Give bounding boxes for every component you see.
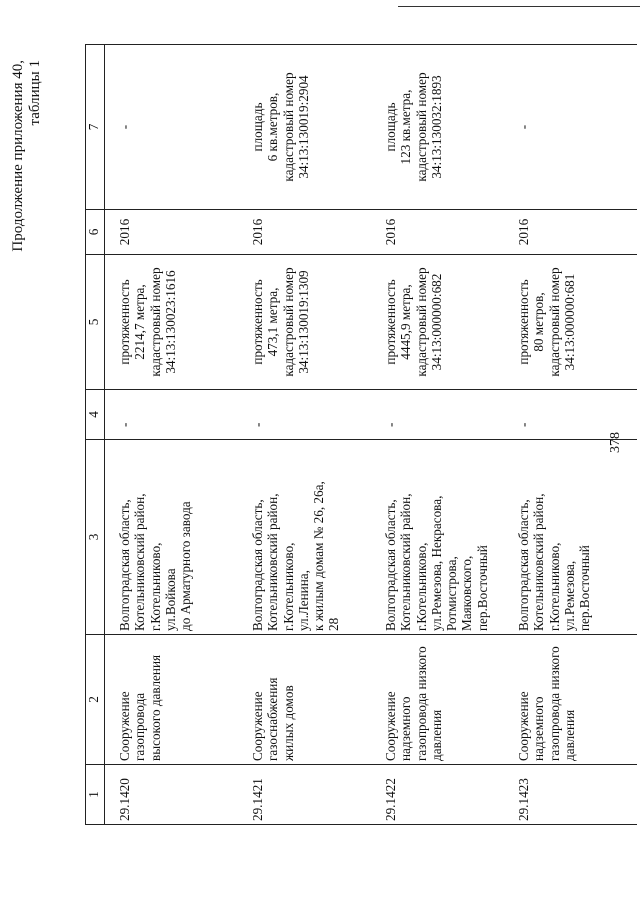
table-row — [371, 45, 504, 825]
object-details: протяженность 4445,9 метра, кадастровый номер 34:13:000000:682 — [371, 255, 504, 390]
column-header: 7 — [86, 45, 105, 210]
object-name: Сооружение газоснабжения жилых домов — [238, 635, 371, 765]
row-number: 29.1422 — [371, 765, 504, 825]
object-extra: площадь 123 кв.метра, кадастровый номер 34:13:130032:1893 — [371, 45, 504, 210]
object-year: 2016 — [105, 210, 239, 255]
property-table — [85, 44, 637, 825]
column-header: 1 — [86, 765, 105, 825]
continuation-heading: Продолжение приложения 40, таблицы 1 — [10, 60, 43, 252]
object-extra: площадь 6 кв.метров, кадастровый номер 34:13:130019:2904 — [238, 45, 371, 210]
column-4-value: - — [371, 390, 504, 440]
page-number: 378 — [608, 432, 623, 453]
object-address: Волгоградская область, Котельниковский район, г.Котельниково, ул.Войкова до Арматурного завода — [105, 440, 239, 635]
object-details: протяженность 80 метров, кадастровый номер 34:13:000000:681 — [504, 255, 637, 390]
column-header: 4 — [86, 390, 105, 440]
table-row — [238, 45, 371, 825]
column-4-value: - — [504, 390, 637, 440]
object-year: 2016 — [371, 210, 504, 255]
table-row — [105, 45, 239, 825]
row-number: 29.1420 — [105, 765, 239, 825]
object-extra: - — [105, 45, 239, 210]
object-name: Сооружение газопровода высокого давления — [105, 635, 239, 765]
object-year: 2016 — [238, 210, 371, 255]
object-name: Сооружение надземного газопровода низкого давления — [504, 635, 637, 765]
table-row — [504, 45, 637, 825]
table-header-row — [86, 45, 105, 825]
object-address: Волгоградская область, Котельниковский район, г.Котельниково, ул.Ремезова, Некрасова, Ротмистрова, Маяковского, пер.Восточный — [371, 440, 504, 635]
object-address: Волгоградская область, Котельниковский район, г.Котельниково, ул.Ремезова, пер.Восточный — [504, 440, 637, 635]
object-details: протяженность 2214,7 метра, кадастровый номер 34:13:130023:1616 — [105, 255, 239, 390]
object-extra: - — [504, 45, 637, 210]
column-4-value: - — [105, 390, 239, 440]
column-header: 2 — [86, 635, 105, 765]
row-number: 29.1421 — [238, 765, 371, 825]
column-header: 3 — [86, 440, 105, 635]
object-name: Сооружение надземного газопровода низкого давления — [371, 635, 504, 765]
row-number: 29.1423 — [504, 765, 637, 825]
column-header: 6 — [86, 210, 105, 255]
object-details: протяженность 473,1 метра, кадастровый номер 34:13:130019:1309 — [238, 255, 371, 390]
object-address: Волгоградская область, Котельниковский район, г.Котельниково, ул.Ленина, к жилым домам № 26, 26а, 28 — [238, 440, 371, 635]
object-year: 2016 — [504, 210, 637, 255]
column-header: 5 — [86, 255, 105, 390]
column-4-value: - — [238, 390, 371, 440]
